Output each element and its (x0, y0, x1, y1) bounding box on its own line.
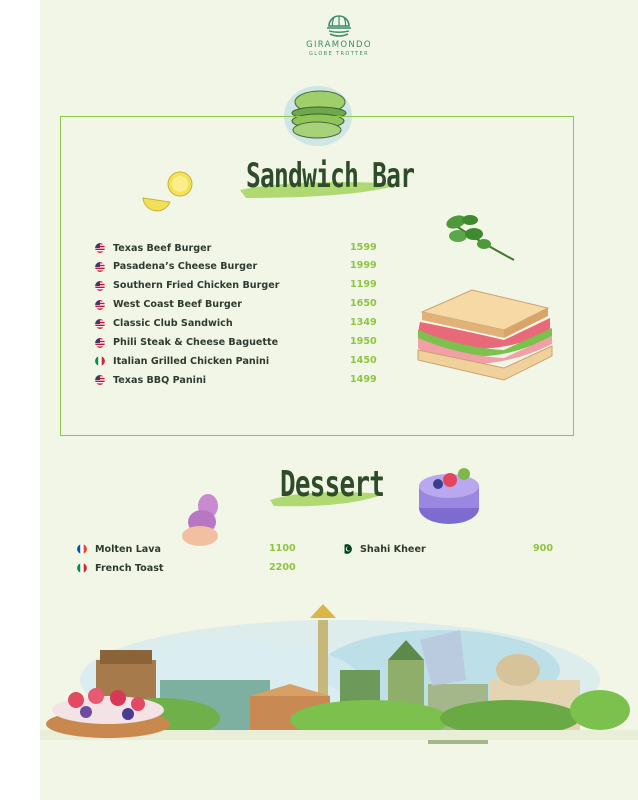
menu-item-price: 1999 (350, 260, 377, 272)
menu-item-name: French Toast (95, 562, 164, 574)
dessert-menu-item (77, 560, 164, 576)
menu-item-name: Italian Grilled Chicken Panini (113, 355, 270, 367)
italy-flag-icon (77, 563, 87, 573)
dessert-title: Dessert (280, 464, 385, 505)
sandwich-menu-item (95, 335, 278, 351)
us-flag-icon (95, 319, 105, 329)
dessert-menu-item (77, 541, 161, 557)
us-flag-icon (95, 262, 105, 272)
club-sandwich-illustration (412, 286, 558, 386)
berry-cake-illustration (414, 462, 484, 528)
menu-item-name: Shahi Kheer (360, 543, 426, 555)
sandwich-menu-item (95, 372, 206, 388)
brand-tagline: GLOBE TROTTER (309, 51, 369, 57)
pakistan-flag-icon (342, 544, 352, 554)
menu-item-name: Texas Beef Burger (113, 242, 212, 254)
menu-item-price: 1349 (350, 317, 377, 329)
sandwich-menu-item (95, 259, 257, 275)
city-skyline-illustration (40, 600, 638, 800)
menu-item-price: 1650 (350, 298, 377, 310)
menu-item-price: 1199 (350, 279, 377, 291)
menu-item-name: Phili Steak & Cheese Baguette (113, 337, 279, 348)
menu-item-price: 1499 (350, 373, 377, 385)
menu-item-price: 900 (533, 542, 554, 554)
sandwich-menu-item (95, 353, 269, 369)
france-flag-icon (77, 544, 87, 554)
menu-item-name: Classic Club Sandwich (113, 318, 233, 330)
menu-item-price: 1599 (350, 241, 377, 253)
menu-item-name: Southern Fried Chicken Burger (113, 280, 280, 292)
globe-burger-logo-icon (326, 14, 352, 38)
sandwich-menu-item (95, 297, 242, 313)
meringue-dessert-illustration (180, 492, 228, 550)
left-margin-strip (0, 0, 40, 800)
sandwich-menu-item (95, 240, 211, 256)
brand-logo (40, 14, 638, 57)
menu-page (40, 0, 638, 800)
italy-flag-icon (95, 356, 105, 366)
us-flag-icon (95, 338, 105, 348)
menu-item-price: 1450 (350, 354, 377, 366)
sandwich-menu-item (95, 316, 233, 332)
menu-item-name: Pasadena’s Cheese Burger (113, 261, 258, 273)
sandwich-menu-item (95, 278, 279, 294)
us-flag-icon (95, 300, 105, 310)
us-flag-icon (95, 375, 105, 385)
parsley-illustration (440, 212, 518, 264)
menu-item-name: West Coast Beef Burger (113, 299, 242, 311)
menu-item-price: 1100 (269, 542, 296, 554)
brand-name: GIRAMONDO (306, 40, 372, 50)
dessert-menu-item (342, 541, 426, 557)
lemon-slices-illustration (140, 168, 200, 212)
us-flag-icon (95, 243, 105, 253)
menu-item-price: 1950 (350, 336, 377, 347)
menu-item-name: Molten Lava (95, 543, 162, 555)
sandwich-bar-title: Sandwich Bar (246, 156, 415, 196)
menu-item-price: 2200 (269, 561, 296, 573)
us-flag-icon (95, 281, 105, 291)
menu-item-name: Texas BBQ Panini (113, 374, 207, 386)
